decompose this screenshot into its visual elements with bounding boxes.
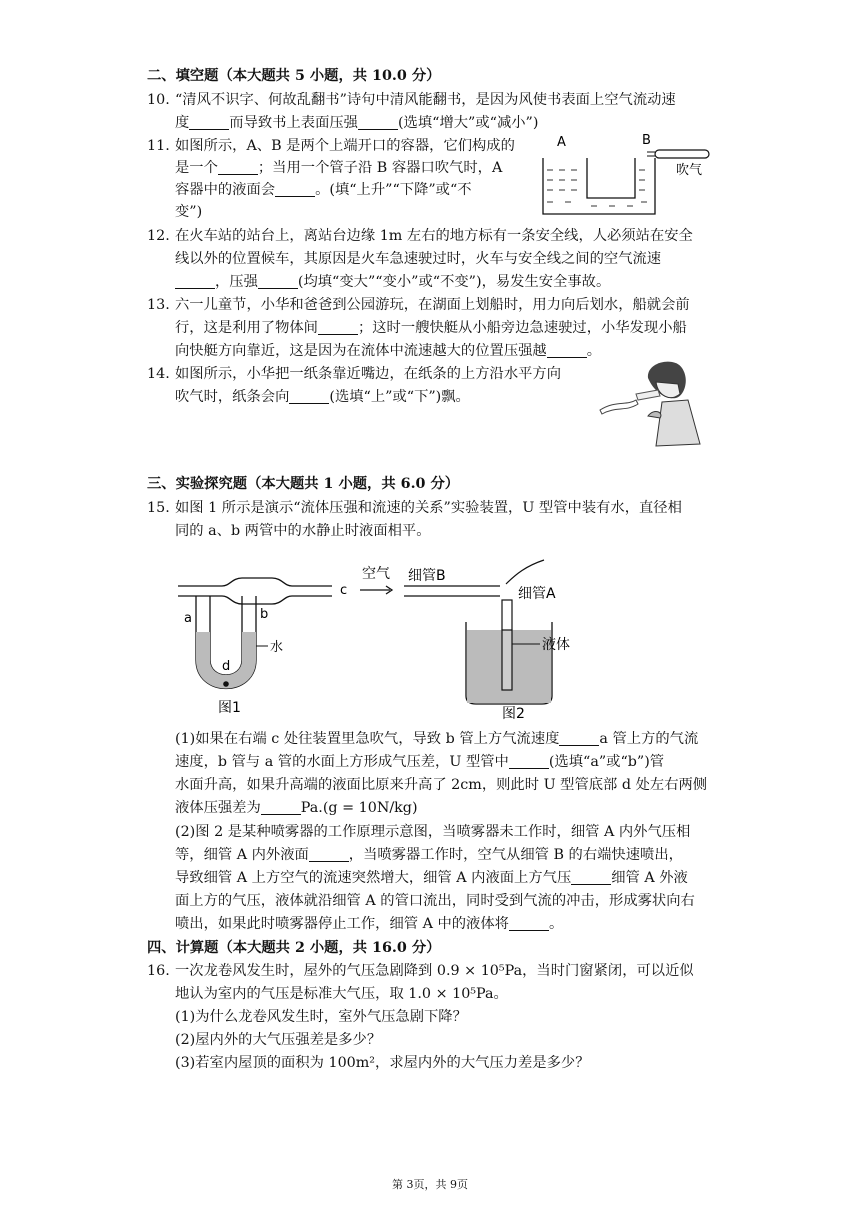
q15-p1-line3: 水面升高，如果升高端的液面比原来升高了 2cm，则此时 U 型管底部 d 处左右两侧 [175,777,708,793]
q12-line3: ，压强 (均填“变大”“变小”或“不变”)，易发生安全事故。 [175,272,610,292]
q14-line1: 如图所示，小华把一纸条靠近嘴边，在纸条的上方沿水平方向 [175,366,562,382]
connected-container-figure [535,130,715,220]
q12-line2: 线以外的位置候车，其原因是火车急速驶过时，火车与安全线之间的空气流速 [175,251,662,267]
u-tube-figure [172,570,372,720]
q15-p2-line2: 等，细管 A 内外液面 ，当喷雾器工作时，空气从细管 B 的右端快速喷出， [175,847,683,863]
q16-sub1: (1)为什么龙卷风发生时，室外气压急剧下降？ [175,1009,467,1025]
q15-line1: 如图 1 所示是演示“流体压强和流速的关系”实验装置，U 型管中装有水，直径相 [175,500,682,516]
q13-line2: 行，这是利用了物体间 ；这时一艘快艇从小船旁边急速驶过，小华发现小船 [175,320,687,336]
fig2-caption: 图2 [502,706,525,720]
q10-line1: “清风不识字、何故乱翻书”诗句中清风能翻书，是因为风使书表面上空气流动速 [175,92,676,108]
fig1-label-a: a [184,611,192,626]
fig1-label-b: b [260,607,269,622]
question-number: 15. [147,500,170,516]
q11-line4: 变”) [175,204,203,220]
question-number: 10. [147,92,170,108]
q16-line2: 地认为室内的气压是标准大气压，取 1.0 × 10⁵Pa。 [175,986,508,1002]
question-number: 13. [147,297,170,313]
q10-line2: 度 而导致书上表面压强 (选填“增大”或“减小”) [175,115,539,131]
fig2-label-tube-b: 细管B [408,568,446,584]
q11-line2: 是一个 ；当用一个管子沿 B 容器口吹气时，A [175,160,503,176]
section-heading-calc: 四、计算题（本大题共 2 小题，共 16.0 分） [147,940,441,956]
question-number: 16. [147,963,170,979]
q14-line2: 吹气时，纸条会向 (选填“上”或“下”)飘。 [175,389,470,405]
page-footer: 第 3页，共 9页 [392,1178,468,1191]
q15-p1-line2: 速度，b 管与 a 管的水面上方形成气压差，U 型管中 (选填“a”或“b”)管 [175,754,665,770]
fig2-label-air: 空气 [362,566,390,582]
boy-blowing-paper-figure [596,356,716,448]
fig2-label-liquid: 液体 [542,637,570,653]
q11-line3: 容器中的液面会 。(填“上升”“下降”或“不 [175,182,472,198]
figure-label-blow: 吹气 [676,163,703,178]
question-number: 11. [147,138,170,154]
q16-sub3: (3)若室内屋顶的面积为 100m²，求屋内外的大气压力差是多少？ [175,1055,590,1071]
q15-p1-line1: (1)如果在右端 c 处往装置里急吹气，导致 b 管上方气流速度 a 管上方的气流 [175,731,699,747]
fig1-label-water: 水 [270,640,284,655]
q16-sub2: (2)屋内外的大气压强差是多少？ [175,1032,382,1048]
q12-line1: 在火车站的站台上，离站台边缘 1m 左右的地方标有一条安全线，人必须站在安全 [175,228,693,244]
section-heading-fill: 二、填空题（本大题共 5 小题，共 10.0 分） [147,68,441,84]
figure-label-b: B [642,133,651,148]
q16-line1: 一次龙卷风发生时，屋外的气压急剧降到 0.9 × 10⁵Pa，当时门窗紧闭，可以近似 [175,963,694,979]
q15-p2-line1: (2)图 2 是某种喷雾器的工作原理示意图，当喷雾器未工作时，细管 A 内外气压相 [175,824,691,840]
sprayer-figure [356,556,596,720]
q15-line2: 同的 a、b 两管中的水静止时液面相平。 [175,523,431,539]
fig1-caption: 图1 [218,700,241,716]
q15-p1-line4: 液体压强差为 Pa.(g = 10N/kg) [175,800,418,816]
fig2-label-tube-a: 细管A [518,586,556,602]
q15-p2-line5: 喷出，如果此时喷雾器停止工作，细管 A 中的液体将 。 [175,916,564,932]
q13-line3: 向快艇方向靠近，这是因为在流体中流速越大的位置压强越 。 [175,343,602,359]
section-heading-exp: 三、实验探究题（本大题共 1 小题，共 6.0 分） [147,476,460,492]
q13-line1: 六一儿童节，小华和爸爸到公园游玩，在湖面上划船时，用力向后划水，船就会前 [175,297,690,313]
question-number: 14. [147,366,170,382]
question-number: 12. [147,228,170,244]
q15-p2-line3: 导致细管 A 上方空气的流速突然增大，细管 A 内液面上方气压 细管 A 外液 [175,870,688,886]
q15-p2-line4: 面上方的气压，液体就沿细管 A 的管口流出，同时受到气流的冲击，形成雾状向右 [175,893,695,909]
figure-label-a: A [557,135,566,150]
fig1-label-d: d [222,659,231,674]
q11-line1: 如图所示，A、B 是两个上端开口的容器，它们构成的 [175,138,515,154]
fig1-label-c: c [340,583,348,598]
